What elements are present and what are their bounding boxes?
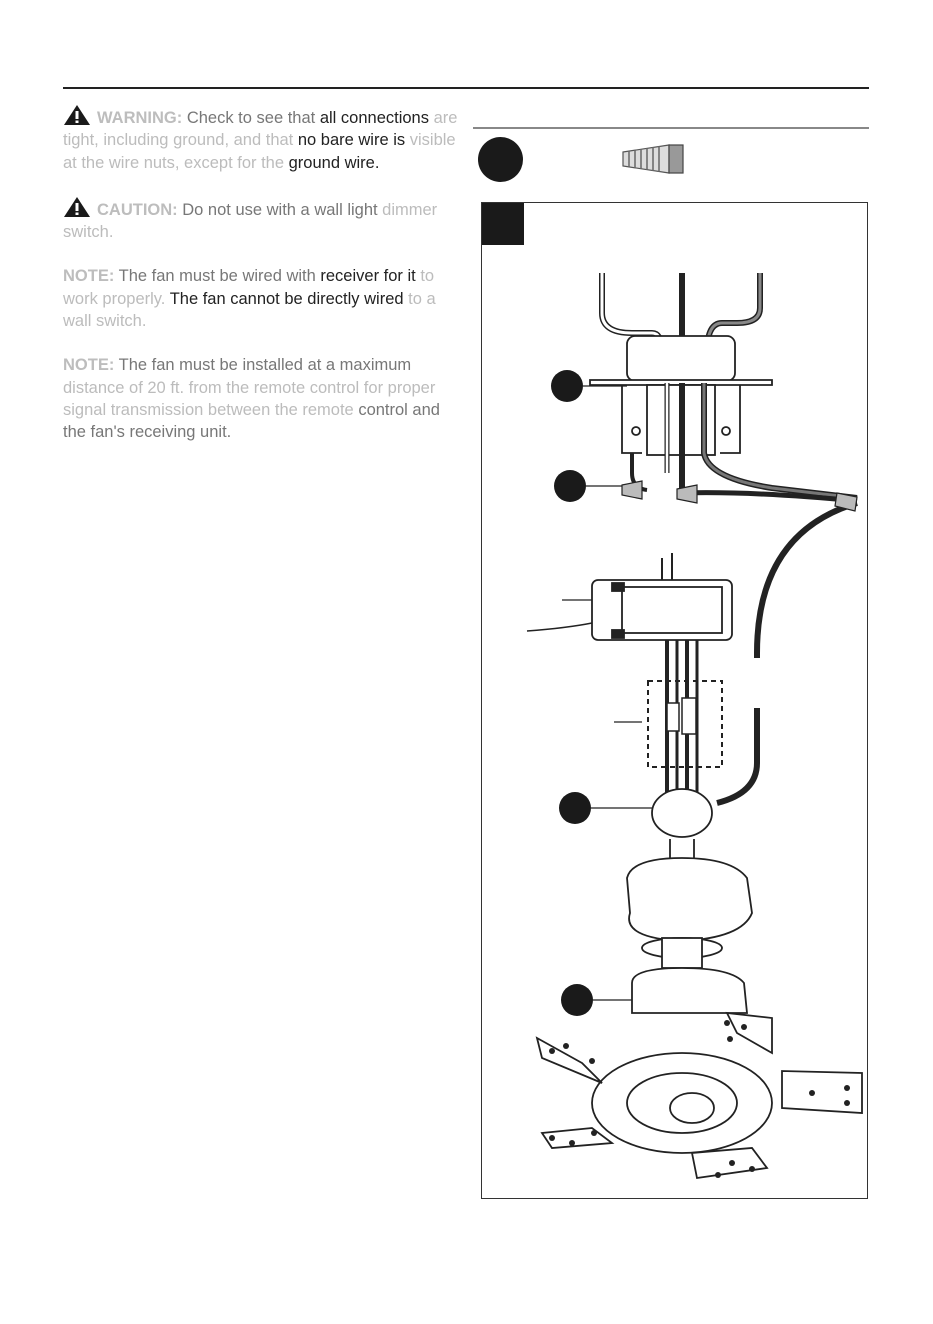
note-text: to a wall switch. [63, 289, 436, 331]
note-4 [63, 354, 463, 443]
step-circle-icon [478, 137, 523, 182]
canopy-ball [627, 789, 752, 968]
note-text: The fan must be wired with [114, 267, 321, 286]
note-keyword: CAUTION: [97, 200, 178, 219]
warning-triangle-icon [63, 104, 91, 126]
note-text: proper signal transmission between the remote [63, 378, 436, 419]
note-text: Do not use with a wall light [177, 200, 378, 219]
note-text: visible at the wire nuts, except for the [63, 131, 456, 172]
note-text: dimmer switch. [63, 200, 438, 242]
receiver-unit [592, 580, 732, 640]
callouts [551, 370, 593, 1016]
wire-nut-icon [619, 142, 685, 176]
note-text: The fan must be installed at a maximum [114, 356, 412, 375]
note-text: receiver for it [320, 267, 416, 286]
hardware-rule [473, 127, 869, 129]
note-text: Check to see that [182, 109, 320, 127]
note-text: The fan cannot be directly wired [169, 289, 404, 308]
note-2 [63, 196, 463, 244]
note-text: all connections [319, 109, 429, 127]
note-text: distance of 20 ft. from the remote control for [63, 378, 384, 397]
note-1 [63, 104, 463, 174]
top-rule [63, 87, 869, 89]
note-keyword: WARNING: [97, 109, 183, 127]
safety-notes [63, 104, 463, 466]
note-text: no bare wire is [297, 131, 406, 150]
note-keyword: NOTE: [63, 267, 115, 286]
wiring-diagram [481, 202, 868, 1199]
fan-wiring-illustration [482, 203, 869, 1200]
note-3 [63, 265, 463, 332]
note-text: to work properly. [63, 267, 435, 308]
note-text: control and the fan's receiving unit. [63, 400, 440, 442]
warning-triangle-icon [63, 196, 91, 218]
note-text: are tight, including ground, and that [63, 109, 458, 150]
note-text: ground wire. [288, 153, 380, 172]
note-keyword: NOTE: [63, 356, 115, 375]
